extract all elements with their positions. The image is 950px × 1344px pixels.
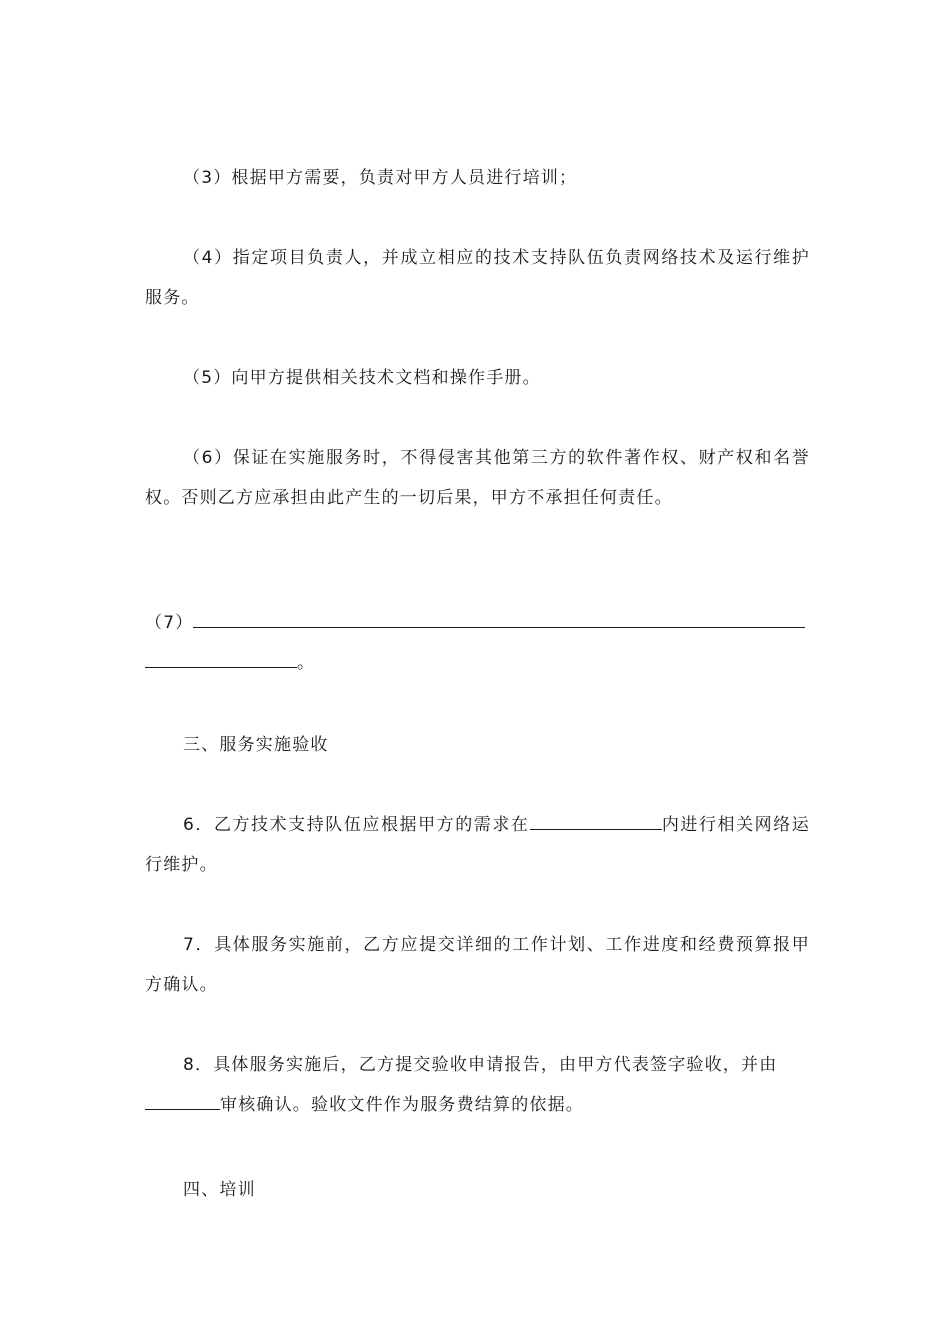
item-7-blank-2 xyxy=(145,645,297,668)
item-5: （5）向甲方提供相关技术文档和操作手册。 xyxy=(183,368,541,388)
clause-6-after: 内进行相关网络运行维护。 xyxy=(145,815,810,875)
item-4: （4）指定项目负责人，并成立相应的技术支持队伍负责网络技术及运行维护服务。 xyxy=(145,248,810,308)
clause-8-after: 审核确认。验收文件作为服务费结算的依据。 xyxy=(220,1095,584,1115)
item-7-line-2 xyxy=(145,643,315,683)
clause-6-blank xyxy=(530,807,662,830)
clause-6 xyxy=(145,805,810,885)
section-3-heading: 三、服务实施验收 xyxy=(183,735,329,755)
item-7-line-1 xyxy=(145,603,805,643)
item-7-suffix: 。 xyxy=(297,653,316,673)
item-3: （3）根据甲方需要，负责对甲方人员进行培训； xyxy=(183,168,578,188)
clause-8-blank xyxy=(145,1087,220,1110)
item-7-prefix: （7） xyxy=(145,613,194,633)
section-4-heading: 四、培训 xyxy=(183,1180,256,1200)
clause-6-before: 6．乙方技术支持队伍应根据甲方的需求在 xyxy=(183,815,530,835)
clause-8-line-1: 8．具体服务实施后，乙方提交验收申请报告，由甲方代表签字验收，并由 xyxy=(183,1055,778,1075)
item-6: （6）保证在实施服务时，不得侵害其他第三方的软件著作权、财产权和名誉权。否则乙方应承担由此产生的一切后果，甲方不承担任何责任。 xyxy=(145,448,810,508)
item-7-blank-1 xyxy=(193,605,805,628)
clause-7: 7．具体服务实施前，乙方应提交详细的工作计划、工作进度和经费预算报甲方确认。 xyxy=(145,935,810,995)
clause-8-line-2 xyxy=(145,1085,584,1125)
